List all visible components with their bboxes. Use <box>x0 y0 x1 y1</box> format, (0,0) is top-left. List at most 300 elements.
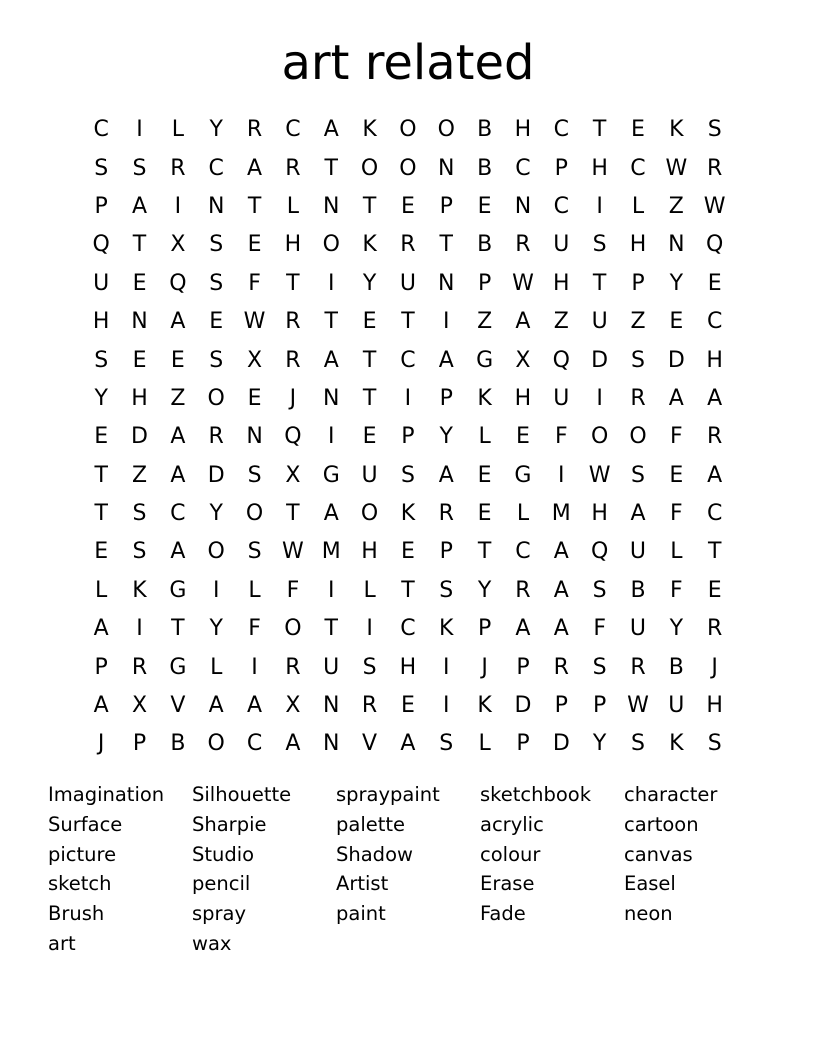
grid-letter: G <box>322 462 340 488</box>
grid-letter: K <box>669 731 684 757</box>
grid-letter: N <box>438 270 455 296</box>
word-item: character <box>624 783 718 806</box>
grid-letter: W <box>703 193 726 219</box>
grid-letter: T <box>132 232 147 258</box>
grid-row <box>82 265 734 303</box>
grid-letter: U <box>668 693 685 719</box>
grid-letter: I <box>443 654 450 680</box>
grid-letter: R <box>361 693 378 719</box>
grid-letter: N <box>668 232 685 258</box>
grid-letter: O <box>399 117 417 143</box>
grid-letter: O <box>590 424 609 450</box>
grid-letter: R <box>630 385 646 411</box>
grid-letter: A <box>630 501 646 527</box>
grid-letter: U <box>553 385 570 411</box>
grid-letter: A <box>323 117 339 143</box>
grid-letter: N <box>514 193 532 219</box>
grid-letter: Y <box>669 616 684 642</box>
grid-letter: Q <box>92 232 110 258</box>
grid-letter: Y <box>209 117 223 143</box>
grid-letter: M <box>321 539 341 565</box>
grid-letter: P <box>401 424 415 450</box>
grid-letter: M <box>551 501 571 527</box>
grid-letter: A <box>515 616 531 642</box>
grid-letter: S <box>631 731 645 757</box>
grid-letter: J <box>711 654 718 680</box>
grid-letter: I <box>174 193 182 219</box>
grid-letter: A <box>247 155 263 181</box>
grid-letter: O <box>207 385 225 411</box>
grid-letter: T <box>324 155 338 181</box>
grid-letter: O <box>245 501 264 527</box>
grid-letter: S <box>209 347 224 373</box>
grid-letter: H <box>399 654 417 680</box>
grid-letter: S <box>707 731 722 757</box>
grid-letter: A <box>553 577 569 603</box>
grid-letter: T <box>286 501 300 527</box>
word-item: colour <box>480 842 541 866</box>
grid-letter: U <box>323 654 340 680</box>
grid-letter: P <box>439 193 453 219</box>
grid-letter: J <box>481 654 488 680</box>
grid-letter: R <box>707 155 723 181</box>
grid-letter: H <box>284 232 302 258</box>
grid-letter: I <box>136 117 143 143</box>
word-column <box>624 780 768 959</box>
grid-letter: E <box>477 501 492 527</box>
grid-letter: Y <box>94 385 108 411</box>
grid-letter: T <box>324 616 338 642</box>
grid-letter: C <box>553 117 569 143</box>
grid-letter: R <box>553 654 569 680</box>
grid-letter: W <box>282 539 304 565</box>
grid-letter: O <box>360 501 379 527</box>
grid-letter: G <box>169 577 187 603</box>
grid-letter: A <box>400 731 416 757</box>
word-item: neon <box>624 902 673 926</box>
grid-letter: S <box>439 577 454 603</box>
grid-row <box>82 495 734 533</box>
grid-letter: T <box>286 270 300 296</box>
grid-letter: L <box>478 424 491 450</box>
grid-letter: L <box>516 501 530 527</box>
word-item: picture <box>48 842 117 866</box>
grid-letter: A <box>170 539 186 565</box>
grid-letter: G <box>169 654 187 680</box>
grid-letter: L <box>478 731 491 757</box>
grid-letter: N <box>246 424 263 450</box>
grid-letter: Z <box>170 385 186 411</box>
grid-letter: T <box>477 539 492 565</box>
grid-letter: O <box>629 424 647 450</box>
grid-letter: E <box>516 424 530 450</box>
grid-letter: K <box>362 232 377 258</box>
grid-letter: I <box>251 654 258 680</box>
letter-grid <box>82 111 734 764</box>
grid-letter: R <box>515 232 531 258</box>
grid-letter: F <box>670 577 683 603</box>
grid-letter: W <box>243 309 266 335</box>
grid-letter: K <box>400 501 416 527</box>
grid-letter: L <box>210 654 223 680</box>
grid-letter: N <box>323 731 340 757</box>
grid-letter: R <box>285 347 301 373</box>
grid-letter: Q <box>552 347 570 373</box>
grid-letter: S <box>132 155 147 181</box>
grid-letter: S <box>247 539 262 565</box>
grid-letter: N <box>323 385 340 411</box>
word-item: cartoon <box>624 812 699 836</box>
grid-row <box>82 457 734 495</box>
grid-letter: D <box>591 347 609 373</box>
word-item: sketch <box>48 872 112 896</box>
grid-letter: D <box>667 347 685 373</box>
page-title: art related <box>281 35 535 91</box>
grid-letter: Q <box>284 424 302 450</box>
word-item: Erase <box>480 872 535 896</box>
grid-letter: A <box>553 616 569 642</box>
grid-letter: L <box>670 539 683 565</box>
word-item: palette <box>336 812 406 836</box>
grid-letter: N <box>438 155 455 181</box>
grid-letter: T <box>171 616 185 642</box>
grid-letter: P <box>631 270 645 296</box>
grid-letter: E <box>707 270 722 296</box>
grid-letter: N <box>131 309 148 335</box>
grid-letter: X <box>247 347 263 373</box>
grid-letter: E <box>477 193 492 219</box>
grid-letter: I <box>327 577 335 603</box>
grid-letter: K <box>132 577 147 603</box>
grid-letter: I <box>443 309 450 335</box>
grid-letter: R <box>285 155 301 181</box>
grid-letter: U <box>93 270 110 296</box>
word-column <box>192 780 336 959</box>
grid-letter: X <box>131 693 148 719</box>
grid-letter: H <box>706 693 723 719</box>
grid-letter: Y <box>592 731 607 757</box>
grid-letter: X <box>285 462 301 488</box>
grid-letter: D <box>552 731 570 757</box>
grid-letter: K <box>669 117 684 143</box>
grid-letter: Z <box>668 193 684 219</box>
grid-letter: E <box>707 577 722 603</box>
grid-letter: C <box>93 117 109 143</box>
grid-letter: A <box>515 309 531 335</box>
grid-letter: H <box>591 155 608 181</box>
grid-letter: A <box>668 385 684 411</box>
grid-letter: R <box>285 654 301 680</box>
grid-letter: A <box>285 731 301 757</box>
grid-letter: S <box>707 117 722 143</box>
grid-letter: H <box>92 309 110 335</box>
grid-letter: F <box>554 424 568 450</box>
grid-letter: F <box>248 270 261 296</box>
grid-letter: O <box>207 539 225 565</box>
grid-letter: R <box>707 424 723 450</box>
grid-letter: A <box>707 462 723 488</box>
grid-letter: C <box>706 501 723 527</box>
grid-letter: T <box>707 539 722 565</box>
grid-letter: I <box>327 424 335 450</box>
grid-letter: I <box>596 193 603 219</box>
grid-letter: E <box>477 462 492 488</box>
grid-letter: T <box>401 577 415 603</box>
grid-letter: X <box>170 232 186 258</box>
grid-letter: P <box>516 731 530 757</box>
grid-letter: R <box>438 501 454 527</box>
grid-letter: T <box>362 347 377 373</box>
grid-letter: A <box>707 385 723 411</box>
grid-letter: A <box>170 309 186 335</box>
grid-letter: O <box>437 117 455 143</box>
grid-letter: Y <box>477 577 492 603</box>
grid-letter: S <box>94 347 109 373</box>
grid-letter: R <box>131 654 148 680</box>
grid-letter: N <box>323 693 340 719</box>
grid-letter: E <box>247 385 262 411</box>
grid-letter: Q <box>590 539 609 565</box>
grid-letter: E <box>132 347 147 373</box>
grid-letter: I <box>366 616 373 642</box>
grid-letter: S <box>94 155 109 181</box>
grid-letter: U <box>629 616 647 642</box>
grid-letter: E <box>400 539 415 565</box>
grid-row <box>82 687 734 725</box>
grid-letter: E <box>362 424 377 450</box>
grid-letter: C <box>285 117 301 143</box>
grid-letter: P <box>132 731 147 757</box>
grid-letter: T <box>401 309 415 335</box>
word-item: art <box>48 931 76 955</box>
word-item: Easel <box>624 872 676 896</box>
grid-letter: N <box>207 193 225 219</box>
grid-letter: E <box>669 462 684 488</box>
grid-letter: P <box>439 385 453 411</box>
grid-letter: H <box>591 501 608 527</box>
grid-letter: O <box>284 616 302 642</box>
grid-letter: E <box>94 539 109 565</box>
grid-letter: P <box>477 616 492 642</box>
grid-letter: R <box>170 155 186 181</box>
grid-letter: L <box>363 577 376 603</box>
grid-letter: F <box>670 501 683 527</box>
grid-letter: Z <box>131 462 148 488</box>
grid-letter: D <box>207 462 225 488</box>
grid-row <box>82 341 734 379</box>
word-item: Imagination <box>48 783 165 806</box>
grid-letter: S <box>592 577 607 603</box>
grid-row <box>82 725 734 763</box>
grid-letter: E <box>94 424 109 450</box>
grid-letter: Q <box>706 232 724 258</box>
grid-letter: S <box>132 501 147 527</box>
grid-letter: T <box>94 501 108 527</box>
grid-row <box>82 303 734 341</box>
word-item: Fade <box>480 902 526 926</box>
word-item: wax <box>192 931 232 955</box>
grid-letter: A <box>553 539 569 565</box>
grid-letter: I <box>443 693 450 719</box>
grid-letter: E <box>170 347 185 373</box>
grid-letter: H <box>629 232 647 258</box>
grid-letter: R <box>630 654 646 680</box>
word-item: Sharpie <box>192 812 267 836</box>
grid-letter: B <box>477 232 493 258</box>
grid-letter: I <box>212 577 220 603</box>
word-item: Artist <box>336 872 389 896</box>
grid-letter: T <box>94 462 108 488</box>
grid-letter: A <box>93 693 109 719</box>
grid-letter: S <box>400 462 415 488</box>
grid-letter: Y <box>669 270 684 296</box>
grid-row <box>82 149 734 187</box>
grid-letter: P <box>516 654 530 680</box>
grid-letter: S <box>247 462 262 488</box>
grid-letter: V <box>362 731 378 757</box>
grid-letter: C <box>246 731 263 757</box>
word-item: sketchbook <box>480 783 592 806</box>
word-item: Studio <box>192 842 255 866</box>
grid-letter: L <box>286 193 300 219</box>
grid-letter: Y <box>209 616 223 642</box>
grid-letter: I <box>404 385 412 411</box>
word-item: paint <box>336 902 386 926</box>
grid-letter: K <box>477 385 492 411</box>
grid-letter: F <box>670 424 683 450</box>
grid-letter: U <box>361 462 378 488</box>
grid-letter: T <box>592 270 607 296</box>
word-column <box>48 780 192 959</box>
grid-letter: H <box>514 117 532 143</box>
grid-row <box>82 610 734 648</box>
grid-letter: Z <box>553 309 569 335</box>
grid-letter: E <box>669 309 684 335</box>
grid-letter: A <box>323 347 339 373</box>
word-item: acrylic <box>480 812 544 836</box>
grid-letter: U <box>629 539 647 565</box>
grid-letter: E <box>631 117 645 143</box>
grid-letter: B <box>477 117 493 143</box>
grid-letter: W <box>588 462 611 488</box>
grid-row <box>82 188 734 226</box>
grid-letter: T <box>362 193 377 219</box>
word-column <box>480 780 624 959</box>
grid-letter: Y <box>209 501 223 527</box>
grid-letter: P <box>94 654 108 680</box>
grid-letter: L <box>631 193 645 219</box>
grid-letter: K <box>362 117 377 143</box>
grid-letter: F <box>248 616 261 642</box>
grid-letter: S <box>209 270 224 296</box>
grid-letter: S <box>592 654 607 680</box>
grid-letter: B <box>630 577 646 603</box>
grid-letter: C <box>553 193 569 219</box>
grid-letter: C <box>515 155 531 181</box>
grid-row <box>82 226 734 264</box>
grid-letter: T <box>362 385 377 411</box>
grid-letter: V <box>170 693 186 719</box>
grid-letter: E <box>209 309 224 335</box>
grid-letter: S <box>631 347 645 373</box>
grid-letter: C <box>400 347 416 373</box>
grid-letter: A <box>170 462 186 488</box>
grid-letter: E <box>132 270 147 296</box>
word-item: spraypaint <box>336 783 440 806</box>
grid-letter: B <box>170 731 186 757</box>
grid-letter: C <box>706 309 723 335</box>
grid-letter: H <box>514 385 532 411</box>
grid-letter: A <box>170 424 186 450</box>
grid-letter: P <box>593 693 607 719</box>
grid-letter: X <box>515 347 531 373</box>
grid-letter: H <box>131 385 148 411</box>
grid-letter: F <box>286 577 300 603</box>
grid-letter: E <box>247 232 262 258</box>
grid-letter: P <box>94 193 108 219</box>
grid-letter: W <box>665 155 688 181</box>
grid-letter: C <box>170 501 186 527</box>
grid-letter: R <box>246 117 263 143</box>
grid-letter: I <box>136 616 143 642</box>
grid-letter: E <box>362 309 377 335</box>
grid-row <box>82 111 734 149</box>
grid-letter: O <box>360 155 379 181</box>
grid-letter: E <box>400 193 415 219</box>
word-item: spray <box>192 902 247 926</box>
grid-letter: P <box>477 270 492 296</box>
grid-letter: T <box>324 309 338 335</box>
word-item: pencil <box>192 872 251 896</box>
grid-letter: C <box>400 616 416 642</box>
grid-letter: H <box>706 347 723 373</box>
grid-letter: H <box>361 539 378 565</box>
grid-letter: I <box>558 462 565 488</box>
grid-letter: N <box>323 193 340 219</box>
grid-letter: A <box>131 193 148 219</box>
grid-row <box>82 418 734 456</box>
grid-letter: O <box>207 731 225 757</box>
grid-letter: A <box>438 347 454 373</box>
grid-letter: U <box>399 270 416 296</box>
grid-letter: P <box>439 539 453 565</box>
grid-letter: E <box>400 693 415 719</box>
grid-letter: Y <box>362 270 377 296</box>
grid-letter: C <box>630 155 646 181</box>
grid-letter: A <box>438 462 454 488</box>
word-item: Silhouette <box>192 783 292 806</box>
grid-row <box>82 533 734 571</box>
grid-letter: P <box>554 693 568 719</box>
grid-letter: G <box>514 462 532 488</box>
grid-letter: D <box>131 424 148 450</box>
grid-letter: S <box>209 232 224 258</box>
grid-letter: J <box>289 385 297 411</box>
grid-letter: L <box>95 577 108 603</box>
grid-letter: U <box>591 309 608 335</box>
grid-letter: L <box>171 117 184 143</box>
grid-letter: S <box>132 539 147 565</box>
grid-letter: W <box>627 693 649 719</box>
word-item: Shadow <box>336 842 413 866</box>
grid-letter: O <box>322 232 340 258</box>
grid-letter: S <box>631 462 645 488</box>
grid-letter: U <box>553 232 570 258</box>
grid-letter: D <box>514 693 532 719</box>
word-column <box>336 780 480 959</box>
grid-letter: J <box>97 731 105 757</box>
grid-letter: I <box>327 270 335 296</box>
